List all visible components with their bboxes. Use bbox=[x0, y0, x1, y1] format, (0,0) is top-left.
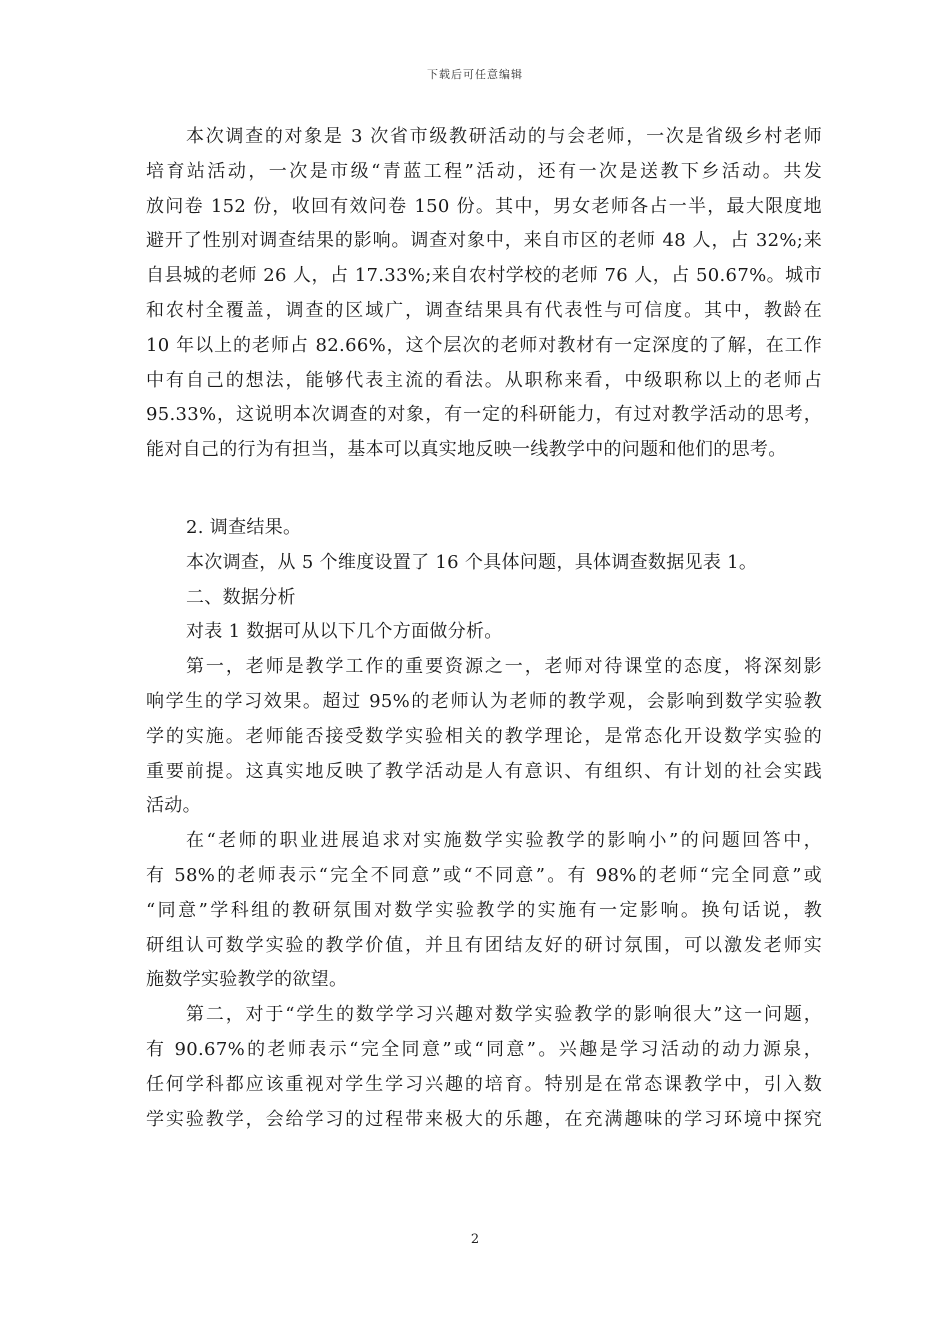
paragraph-analysis-intro: 对表 1 数据可从以下几个方面做分析。 bbox=[186, 621, 503, 643]
text-line: 任何学科都应该重视对学生学习兴趣的培育。特别是在常态课教学中，引入数 bbox=[146, 1073, 822, 1095]
text-line: 在“老师的职业进展追求对实施数学实验教学的影响小”的问题回答中， bbox=[186, 830, 822, 852]
section-heading-survey-results: 2. 调查结果。 bbox=[186, 516, 302, 538]
text-line: 本次调查的对象是 3 次省市级教研活动的与会老师，一次是省级乡村老师 bbox=[186, 126, 822, 147]
text-line: 和农村全覆盖，调查的区域广，调查结果具有代表性与可信度。其中，教龄在 bbox=[146, 299, 822, 321]
text-line: 重要前提。这真实地反映了教学活动是人有意识、有组织、有计划的社会实践 bbox=[146, 760, 822, 782]
text-line: 能对自己的行为有担当，基本可以真实地反映一线教学中的问题和他们的思考。 bbox=[146, 439, 787, 461]
text-line: 学实验教学，会给学习的过程带来极大的乐趣，在充满趣味的学习环境中探究 bbox=[146, 1108, 822, 1130]
text-line: 有 90.67%的老师表示“完全同意”或“同意”。兴趣是学习活动的动力源泉， bbox=[146, 1038, 822, 1060]
page-header: 下载后可任意编辑 bbox=[427, 68, 523, 81]
paragraph-first-point bbox=[146, 650, 822, 824]
text-line: 活动。 bbox=[146, 795, 201, 817]
text-line: “同意”学科组的教研氛围对数学实验教学的实施有一定影响。换句话说，教 bbox=[146, 899, 822, 921]
text-line: 中有自己的想法，能够代表主流的看法。从职称来看，中级职称以上的老师占 bbox=[146, 369, 822, 391]
text-line: 培育站活动，一次是市级“青蓝工程”活动，还有一次是送教下乡活动。共发 bbox=[146, 160, 822, 182]
paragraph-gap bbox=[146, 468, 822, 511]
text-line: 第一，老师是教学工作的重要资源之一，老师对待课堂的态度，将深刻影 bbox=[186, 656, 822, 678]
section-heading-data-analysis: 二、数据分析 bbox=[186, 586, 296, 608]
text-line: 10 年以上的老师占 82.66%，这个层次的老师对教材有一定深度的了解，在工作 bbox=[146, 334, 822, 356]
paragraph-survey-intro: 本次调查，从 5 个维度设置了 16 个具体问题，具体调查数据见表 1。 bbox=[186, 551, 758, 573]
document-body bbox=[146, 120, 822, 1137]
paragraph-career-development bbox=[146, 824, 822, 998]
text-line: 响学生的学习效果。超过 95%的老师认为老师的教学观，会影响到数学实验教 bbox=[146, 690, 822, 712]
text-line: 95.33%，这说明本次调查的对象，有一定的科研能力，有过对教学活动的思考， bbox=[146, 404, 822, 426]
text-line: 第二，对于“学生的数学学习兴趣对数学实验教学的影响很大”这一问题， bbox=[186, 1004, 822, 1026]
text-line: 自县城的老师 26 人，占 17.33%;来自农村学校的老师 76 人，占 50.67%。城市 bbox=[146, 265, 822, 287]
paragraph-second-point bbox=[146, 998, 822, 1137]
text-line: 有 58%的老师表示“完全不同意”或“不同意”。有 98%的老师“完全同意”或 bbox=[146, 864, 822, 886]
text-line: 放问卷 152 份，收回有效问卷 150 份。其中，男女老师各占一半，最大限度地 bbox=[146, 195, 822, 217]
text-line: 避开了性别对调查结果的影响。调查对象中，来自市区的老师 48 人，占 32%;来 bbox=[146, 230, 822, 252]
text-line: 学的实施。老师能否接受数学实验相关的教学理论，是常态化开设数学实验的 bbox=[146, 725, 822, 747]
text-line: 研组认可数学实验的教学价值，并且有团结友好的研讨氛围，可以激发老师实 bbox=[146, 934, 822, 956]
paragraph-survey-subjects bbox=[146, 120, 822, 468]
page-number: 2 bbox=[470, 1232, 480, 1247]
text-line: 施数学实验教学的欲望。 bbox=[146, 969, 348, 991]
